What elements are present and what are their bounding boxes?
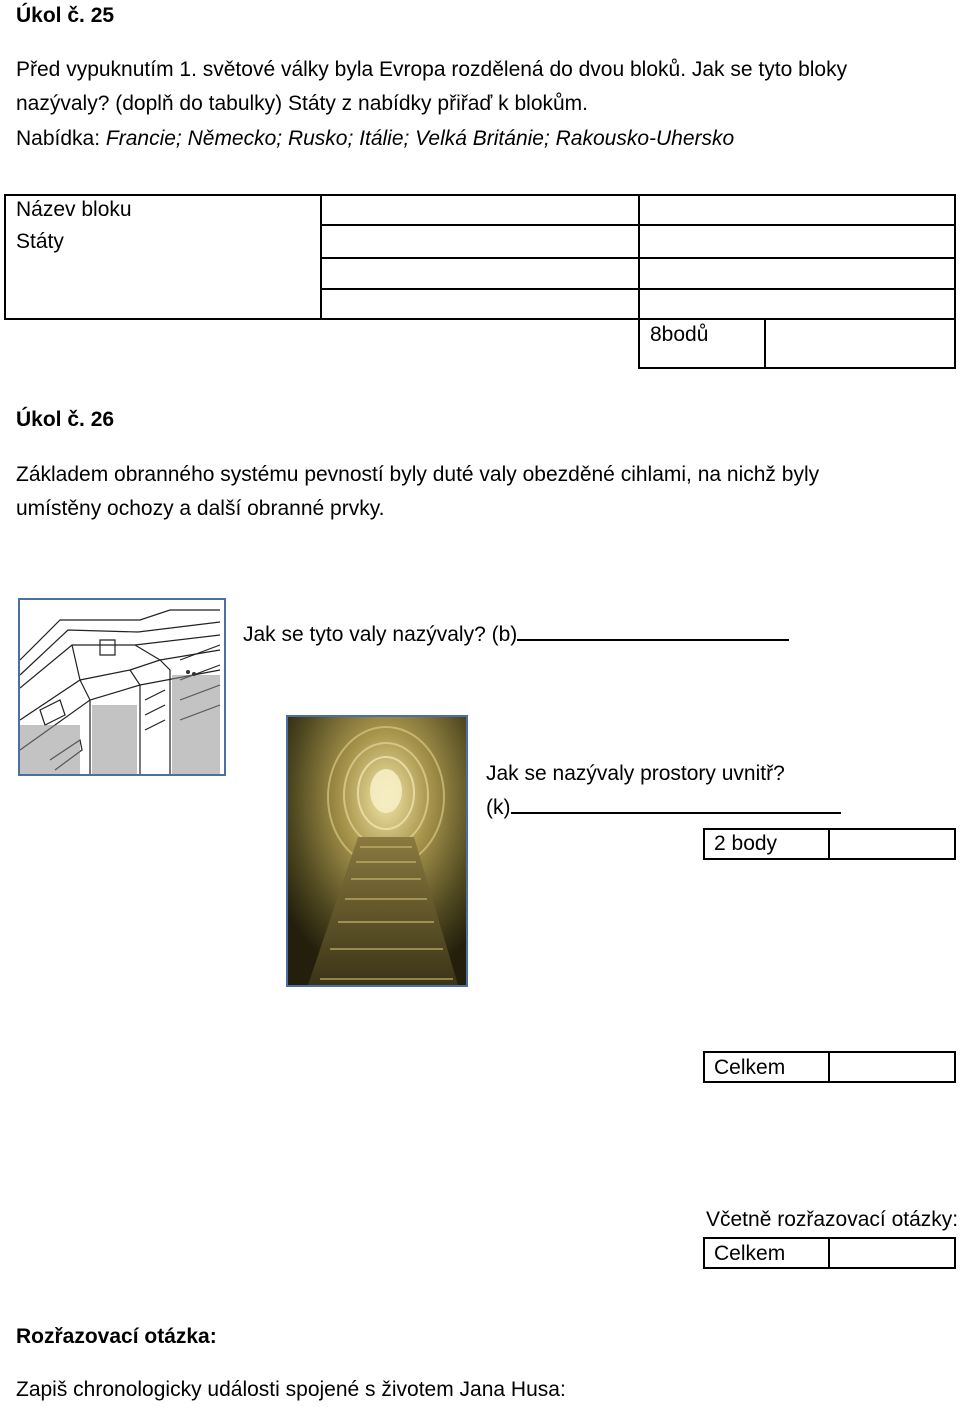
task26-text-line1: Základem obranného systému pevností byly duté valy obezděné cihlami, na nichž byly (16, 463, 820, 486)
states-field-1[interactable] (340, 228, 620, 316)
task25-text-line2: nazývaly? (doplň do tabulky) Státy z nabídky přiřaď k blokům. (16, 92, 589, 115)
question-b (243, 618, 789, 652)
total-label-2: Celkem (714, 1242, 786, 1265)
offer-items: Francie; Německo; Rusko; Itálie; Velká Británie; Rakousko-Uhersko (105, 127, 735, 150)
total-divider (828, 1051, 830, 1083)
question-k-text-1: Jak se nazývaly prostory uvnitř? (486, 762, 785, 785)
including-sorting-label: Včetně rozřazovací otázky: (706, 1208, 959, 1231)
block-name-field-2[interactable] (660, 198, 940, 220)
block-name-field-1[interactable] (340, 198, 620, 220)
task26-heading: Úkol č. 26 (16, 408, 115, 431)
task26-text-line2: umístěny ochozy a další obranné prvky. (16, 497, 385, 520)
answer-line-k[interactable] (511, 794, 841, 814)
score-field-25[interactable] (770, 322, 950, 364)
fortification-drawing (20, 600, 224, 774)
task25-offer (16, 122, 734, 156)
total-label: Celkem (714, 1056, 786, 1079)
question-b-text: Jak se tyto valy nazývaly? (b) (243, 623, 518, 646)
total-2-divider (828, 1237, 830, 1269)
score-field-26[interactable] (834, 831, 952, 857)
sorting-heading: Rozřazovací otázka: (16, 1325, 217, 1348)
task25-heading: Úkol č. 25 (16, 4, 115, 27)
task25-text-line1: Před vypuknutím 1. světové války byla Evropa rozdělená do dvou bloků. Jak se tyto bloky (16, 58, 848, 81)
fortification-illustration (18, 598, 226, 776)
states-field-2[interactable] (660, 228, 940, 316)
points-label: 2 body (714, 832, 778, 855)
question-k-text-2: (k) (486, 796, 511, 819)
points-divider (764, 318, 766, 369)
table-row-label-block: Název bloku (16, 198, 132, 221)
points-label: 8bodů (650, 323, 709, 346)
total-score-field[interactable] (834, 1054, 952, 1080)
table-divider (320, 224, 956, 226)
offer-label: Nabídka: (16, 127, 101, 150)
answer-line-b[interactable] (517, 621, 789, 641)
table-row-label-states: Státy (16, 230, 64, 253)
casemate-tunnel-photo (286, 715, 468, 987)
total-score-field-2[interactable] (834, 1240, 952, 1266)
sorting-prompt: Zapiš chronologicky události spojené s životem Jana Husa: (16, 1378, 566, 1401)
question-k (486, 791, 841, 825)
points-divider (828, 828, 830, 860)
tunnel-image (288, 717, 466, 985)
